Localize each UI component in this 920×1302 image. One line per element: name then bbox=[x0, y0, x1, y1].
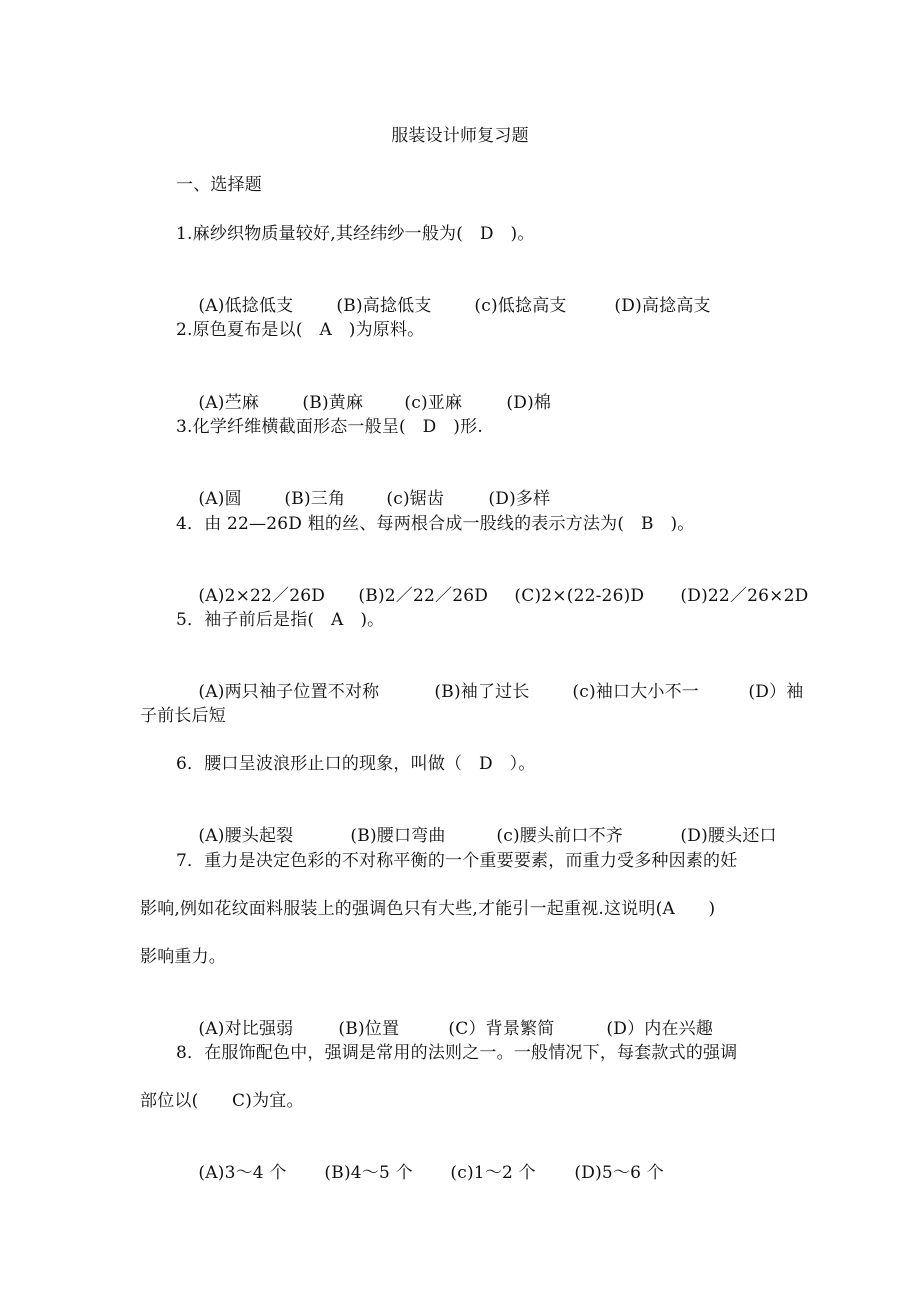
option-d: (D)22／26×2D bbox=[680, 586, 809, 606]
option-b: (B)4～5 个 bbox=[324, 1163, 413, 1183]
option-c: (c)亚麻 bbox=[404, 393, 463, 413]
option-a: (A)苎麻 bbox=[198, 393, 259, 413]
option-c: (c)1～2 个 bbox=[450, 1163, 536, 1183]
section-heading: 一、选择题 bbox=[176, 175, 262, 195]
option-b: (B)2／22／26D bbox=[358, 586, 489, 606]
option-c: (c)锯齿 bbox=[386, 489, 445, 509]
option-c: (c)袖口大小不一 bbox=[572, 682, 700, 702]
question-8-stem-line-2: 部位以( C)为宜。 bbox=[140, 1091, 304, 1111]
option-d: (D）袖 bbox=[748, 682, 804, 702]
question-5-option-d-continuation: 子前长后短 bbox=[140, 706, 226, 726]
question-8-stem-line-1: 8．在服饰配色中，强调是常用的法则之一。一般情况下，每套款式的强调 bbox=[176, 1043, 738, 1063]
option-a: (A)2×22／26D bbox=[198, 586, 326, 606]
option-b: (B)位置 bbox=[338, 1019, 400, 1039]
option-c: (c)腰头前口不齐 bbox=[496, 826, 624, 846]
question-5-stem: 5．袖子前后是指( A )。 bbox=[176, 610, 385, 630]
option-b: (B)袖了过长 bbox=[434, 682, 530, 702]
option-d: (D）内在兴趣 bbox=[606, 1019, 714, 1039]
question-3-stem: 3.化学纤维横截面形态一般呈( D )形. bbox=[176, 417, 483, 437]
option-a: (A)圆 bbox=[198, 489, 242, 509]
option-d: (D)5～6 个 bbox=[574, 1163, 664, 1183]
option-d: (D)腰头还口 bbox=[680, 826, 777, 846]
option-d: (D)多样 bbox=[488, 489, 551, 509]
option-b: (B)高捻低支 bbox=[336, 296, 432, 316]
option-a: (A)腰头起裂 bbox=[198, 826, 294, 846]
document-title: 服装设计师复习题 bbox=[391, 126, 529, 146]
option-b: (B)三角 bbox=[284, 489, 346, 509]
option-c: (C）背景繁简 bbox=[448, 1019, 555, 1039]
option-c: (c)低捻高支 bbox=[474, 296, 567, 316]
option-d: (D)棉 bbox=[506, 393, 552, 413]
question-1-stem: 1.麻纱织物质量较好,其经纬纱一般为( D )。 bbox=[176, 224, 535, 244]
option-a: (A)两只袖子位置不对称 bbox=[198, 682, 380, 702]
question-5-options bbox=[176, 656, 803, 728]
question-7-stem-line-2: 影响,例如花纹面料服装上的强调色只有大些,才能引一起重视.这说明(A ) bbox=[140, 899, 716, 919]
question-7-stem-line-1: 7．重力是决定色彩的不对称平衡的一个重要要素，而重力受多种因素的妊 bbox=[176, 851, 738, 871]
question-7-stem-line-3: 影响重力。 bbox=[140, 947, 226, 967]
option-a: (A)低捻低支 bbox=[198, 296, 294, 316]
option-b: (B)黄麻 bbox=[302, 393, 364, 413]
option-d: (D)高捻高支 bbox=[614, 296, 711, 316]
option-c: (C)2×(22-26)D bbox=[514, 586, 645, 606]
question-4-stem: 4．由 22—26D 粗的丝、每两根合成一股线的表示方法为( B )。 bbox=[176, 514, 695, 534]
question-2-stem: 2.原色夏布是以( A )为原料。 bbox=[176, 320, 425, 340]
option-b: (B)腰口弯曲 bbox=[350, 826, 446, 846]
question-6-stem: 6．腰口呈波浪形止口的现象，叫做（ D ）。 bbox=[176, 754, 536, 774]
option-a: (A)对比强弱 bbox=[198, 1019, 294, 1039]
question-8-options bbox=[176, 1137, 664, 1209]
option-a: (A)3～4 个 bbox=[198, 1163, 287, 1183]
